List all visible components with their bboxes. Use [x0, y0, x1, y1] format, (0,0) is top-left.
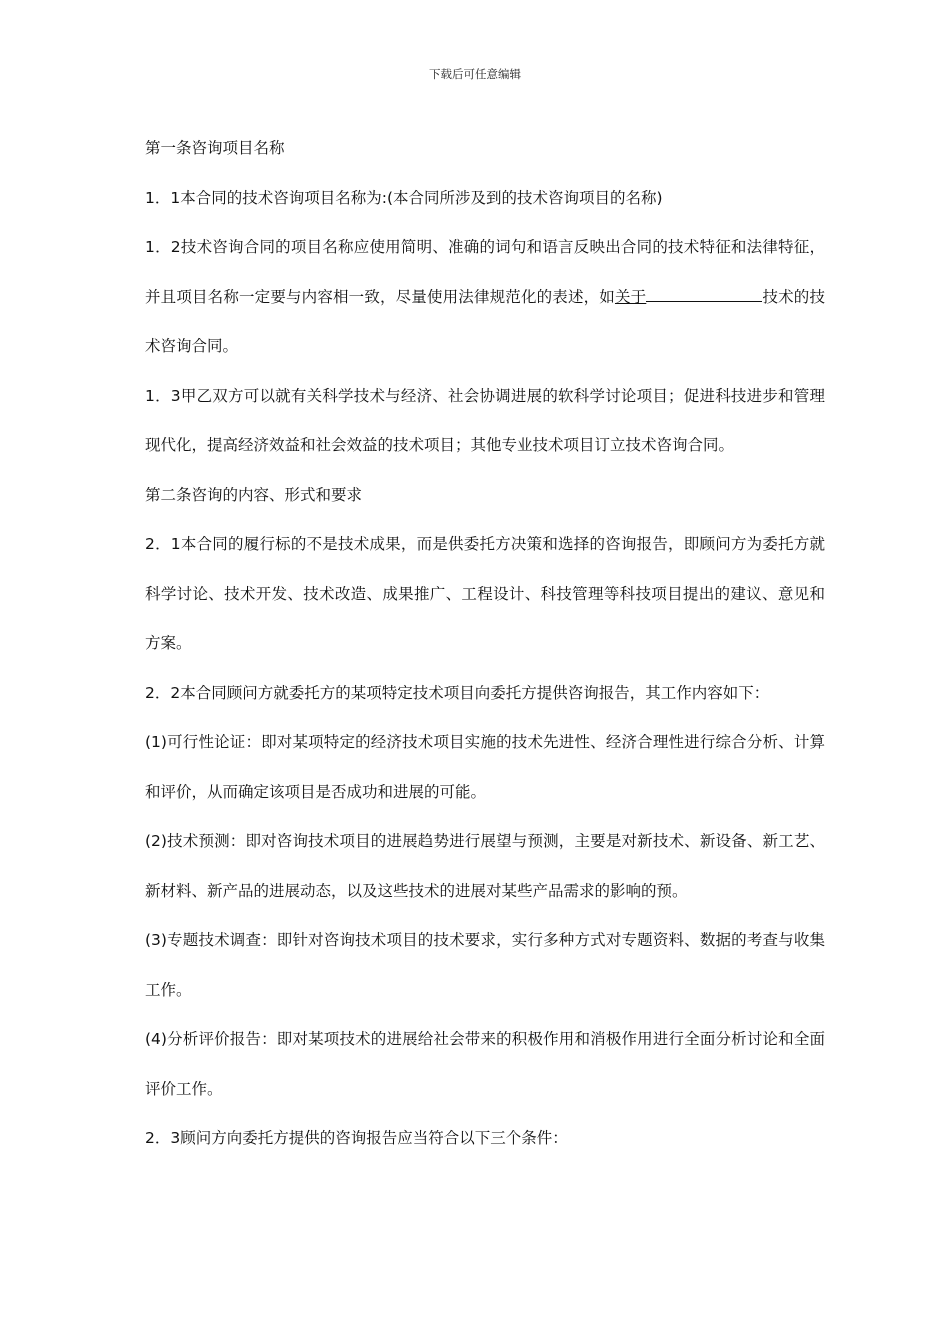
section-1-title: 第一条咨询项目名称 [145, 139, 285, 157]
clause-1-3: 1．3甲乙双方可以就有关科学技术与经济、社会协调进展的软科学讨论项目；促进科技进步和管理现代化，提高经济效益和社会效益的技术项目；其他专业技术项目订立技术咨询合同。 [145, 386, 825, 454]
clause-1-2-text: 1．2技术咨询合同的项目名称应使用简明、准确的词句和语言反映出合同的技术特征和法律特征，并且项目名称一定要与内容相一致，尽量使用法律规范化的表述，如 [145, 238, 825, 306]
clause-2-2-item-2: (2)技术预测：即对咨询技术项目的进展趋势进行展望与预测，主要是对新技术、新设备、新工艺、新材料、新产品的进展动态，以及这些技术的进展对某些产品需求的影响的预。 [145, 832, 825, 900]
clause-2-2-item-1: (1)可行性论证：即对某项特定的经济技术项目实施的技术先进性、经济合理性进行综合分析、计算和评价，从而确定该项目是否成功和进展的可能。 [145, 733, 825, 801]
header-note: 下载后可任意编辑 [429, 67, 521, 81]
clause-1-1: 1．1本合同的技术咨询项目名称为:(本合同所涉及到的技术咨询项目的名称) [145, 188, 663, 207]
clause-1-2-underlined-word: 关于 [614, 287, 647, 306]
fill-in-blank-line [646, 287, 704, 302]
clause-2-1: 2．1本合同的履行标的不是技术成果，而是供委托方决策和选择的咨询报告，即顾问方为委托方就科学讨论、技术开发、技术改造、成果推广、工程设计、科技管理等科技项目提出的建议、意见和方案。 [145, 535, 825, 652]
clause-2-3: 2．3顾问方向委托方提供的咨询报告应当符合以下三个条件： [145, 1129, 568, 1147]
clause-1-2-tail: 技术的技术咨询合同。 [145, 287, 825, 355]
document-body [145, 124, 825, 1164]
clause-1-2 [145, 223, 825, 372]
clause-2-2-item-4: (4)分析评价报告：即对某项技术的进展给社会带来的积极作用和消极作用进行全面分析讨论和全面评价工作。 [145, 1030, 825, 1098]
clause-2-2-item-3: (3)专题技术调查：即针对咨询技术项目的技术要求，实行多种方式对专题资料、数据的考查与收集工作。 [145, 931, 825, 999]
clause-2-2: 2．2本合同顾问方就委托方的某项特定技术项目向委托方提供咨询报告，其工作内容如下： [145, 683, 770, 702]
section-2-title: 第二条咨询的内容、形式和要求 [145, 485, 363, 504]
fill-in-blank-line [704, 287, 762, 302]
